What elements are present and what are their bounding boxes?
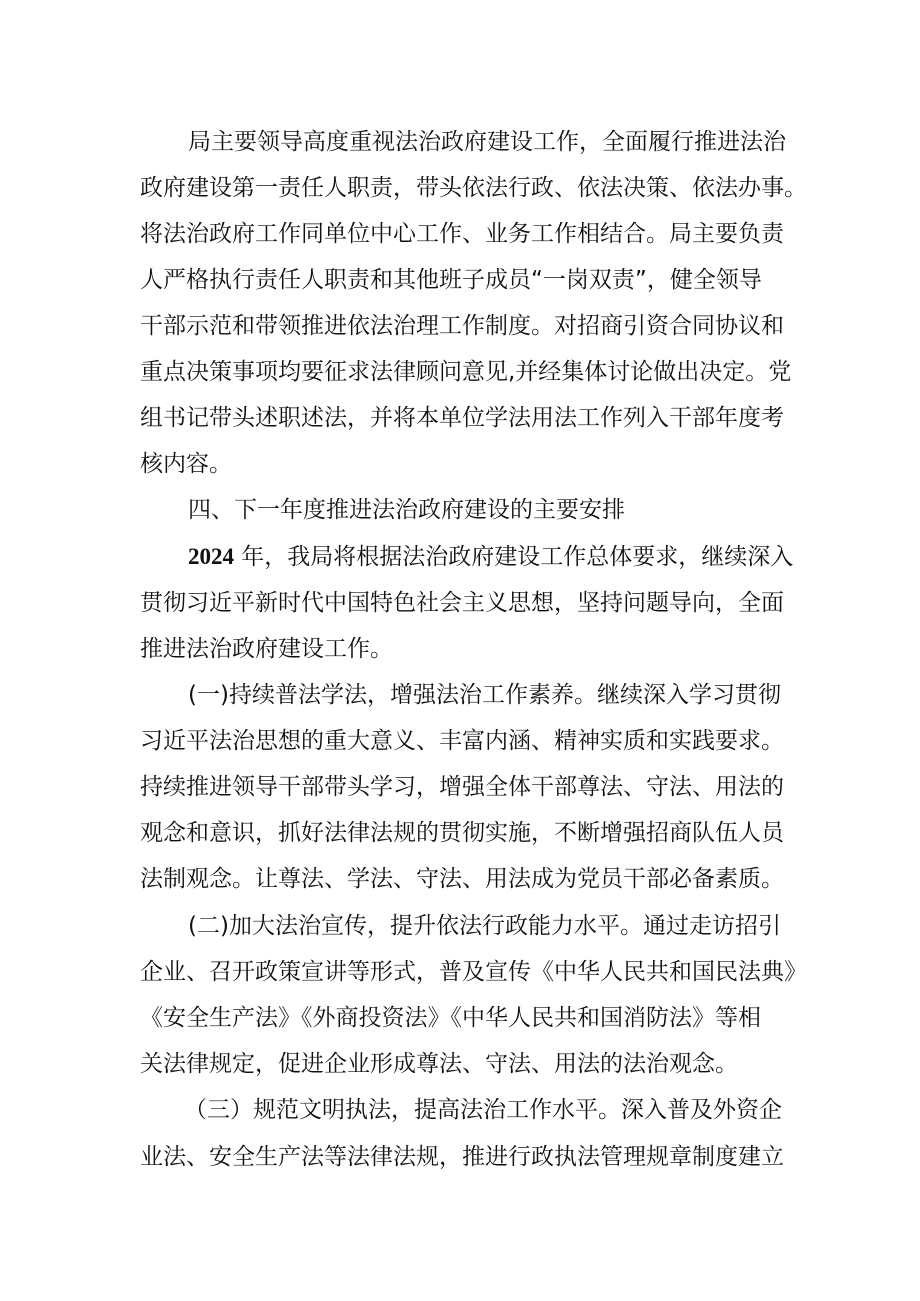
paragraph-line: 将法治政府工作同单位中心工作、业务工作相结合。局主要负责 [140, 221, 784, 247]
paragraph-line: 企业、召开政策宣讲等形式，普及宣传《中华人民共和国民法典》 [140, 959, 807, 985]
paragraph-line: 局主要领导高度重视法治政府建设工作，全面履行推进法治 [188, 129, 786, 155]
paragraph-line: 政府建设第一责任人职责，带头依法行政、依法决策、依法办事。 [140, 175, 807, 201]
paragraph-line [188, 537, 793, 577]
paragraph-line: 业法、安全生产法等法律法规，推进行政执法管理规章制度建立 [140, 1144, 784, 1170]
paragraph-line: 关法律规定，促进企业形成尊法、守法、用法的法治观念。 [140, 1051, 738, 1077]
year-line-text: 年，我局将根据法治政府建设工作总体要求，继续深入 [234, 544, 794, 570]
year-number: 2024 [188, 544, 234, 569]
paragraph-line: 干部示范和带领推进依法治理工作制度。对招商引资合同协议和 [140, 313, 784, 339]
paragraph-line: (二)加大法治宣传，提升依法行政能力水平。通过走访招引 [188, 913, 781, 939]
paragraph-line: 组书记带头述职述法，并将本单位学法用法工作列入干部年度考 [140, 405, 784, 431]
paragraph-line: 核内容。 [140, 451, 232, 477]
paragraph-line: 贯彻习近平新时代中国特色社会主义思想，坚持问题导向，全面 [140, 590, 784, 616]
paragraph-line: （三）规范文明执法，提高法治工作水平。深入普及外资企 [184, 1097, 782, 1123]
paragraph-line: 《安全生产法》《外商投资法》《中华人民共和国消防法》等相 [140, 1005, 761, 1031]
paragraph-line: 习近平法治思想的重大意义、丰富内涵、精神实质和实践要求。 [140, 728, 784, 754]
paragraph-line: 法制观念。让尊法、学法、守法、用法成为党员干部必备素质。 [140, 866, 784, 892]
paragraph-line: 推进法治政府建设工作。 [140, 636, 393, 662]
paragraph-line: 人严格执行责任人职责和其他班子成员“一岗双责”，健全领导 [140, 267, 762, 293]
paragraph-line: 重点决策事项均要征求法律顾问意见,并经集体讨论做出决定。党 [140, 359, 792, 385]
paragraph-line: 持续推进领导干部带头学习，增强全体干部尊法、守法、用法的 [140, 774, 784, 800]
section-heading: 四、下一年度推进法治政府建设的主要安排 [188, 497, 625, 523]
paragraph-line: (一)持续普法学法，增强法治工作素养。继续深入学习贯彻 [188, 682, 781, 708]
paragraph-line: 观念和意识，抓好法律法规的贯彻实施，不断增强招商队伍人员 [140, 820, 784, 846]
